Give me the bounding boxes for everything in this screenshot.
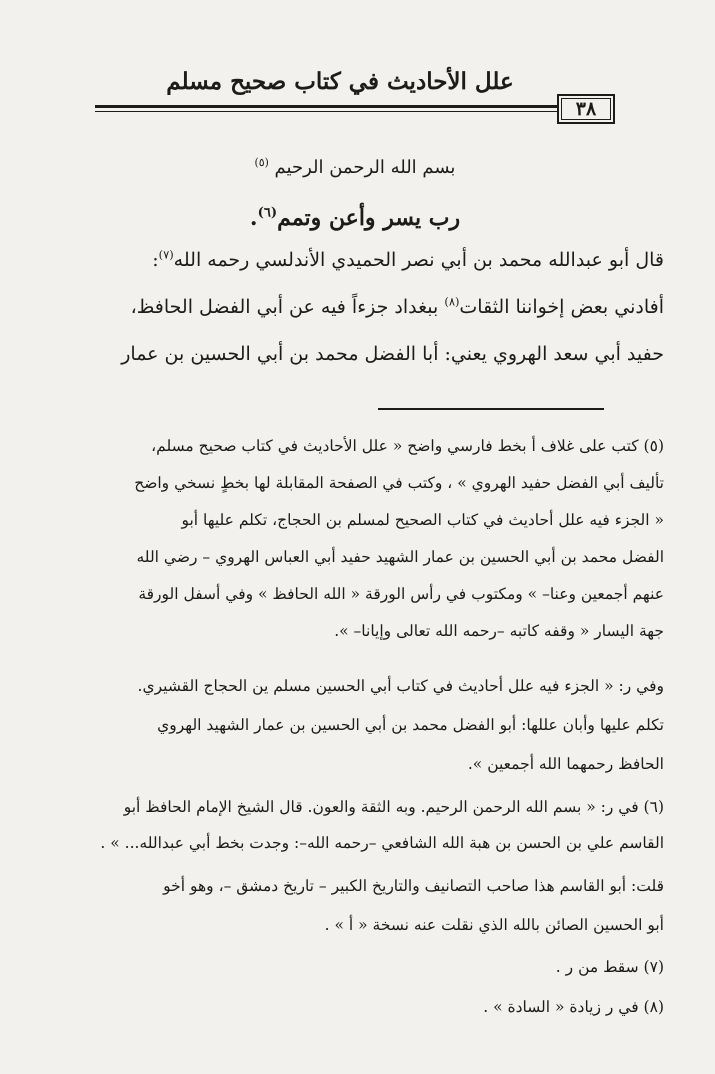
dua-period: . [249, 205, 258, 231]
footnote-line: الفضل محمد بن أبي الحسين بن عمار الشهيد حفيد أبي العباس الهروي – رضي الله [136, 548, 664, 566]
footnote-line: القاسم علي بن الحسن بن هبة الله الشافعي –رحمه الله–: وجدت بخط أبي عبدالله... » . [100, 834, 664, 852]
body-text: حفيد أبي سعد الهروي يعني: أبا الفضل محمد بن أبي الحسين بن عمار [121, 343, 664, 365]
footnote-line: أبو الحسين الصائن بالله الذي نقلت عنه نسخة « أ » . [324, 916, 664, 934]
body-text: ببغداد جزءاً فيه عن أبي الفضل الحافظ، [130, 296, 445, 318]
dua-text: رب يسر وأعن وتمم [277, 205, 461, 231]
footnote-line: عنهم أجمعين وعنا– » ومكتوب في رأس الورقة « الله الحافظ » وفي أسفل الورقة [138, 585, 664, 603]
footnote-line: وفي ر: « الجزء فيه علل أحاديث في كتاب أبي الحسين مسلم ين الحجاج القشيري. [137, 677, 664, 695]
header-rule [95, 105, 557, 112]
footnote-line: (٧) سقط من ر . [555, 958, 664, 976]
body-line-1 [36, 243, 664, 277]
body-text: أفادني بعض إخواننا الثقات [459, 296, 664, 318]
footnote-line: الحافظ رحمهما الله أجمعين ». [467, 755, 664, 773]
bismillah-text: بسم الله الرحمن الرحيم [274, 157, 456, 178]
bismillah [150, 150, 560, 186]
footnote-line: تأليف أبي الفضل حفيد الهروي » ، وكتب في الصفحة المقابلة لها بخطٍ نسخي واضح [134, 474, 664, 492]
page-number-box [557, 94, 615, 124]
footnote-line: (٦) في ر: « بسم الله الرحمن الرحيم. وبه الثقة والعون. قال الشيخ الإمام الحافظ أبو [123, 798, 664, 816]
page-number: ٣٨ [561, 98, 611, 120]
footnote-line: (٨) في ر زيادة « السادة » . [483, 998, 664, 1016]
footnote-line: قلت: أبو القاسم هذا صاحب التصانيف والتاريخ الكبير – تاريخ دمشق –، وهو أخو [163, 877, 664, 895]
footnote-ref-7: (٧) [158, 247, 174, 262]
body-line-3 [36, 337, 664, 371]
footnote-separator [378, 408, 604, 410]
body-text: قال أبو عبدالله محمد بن أبي نصر الحميدي الأندلسي رحمه الله [173, 249, 664, 271]
body-text: : [152, 249, 159, 271]
footnote-line: تكلم عليها وأبان عللها: أبو الفضل محمد بن أبي الحسين بن عمار الشهيد الهروي [157, 716, 664, 734]
footnote-ref-5: (٥) [254, 156, 269, 169]
footnote-line: « الجزء فيه علل أحاديث في كتاب الصحيح لمسلم بن الحجاج، تكلم عليها أبو [181, 511, 664, 529]
dua-heading [150, 198, 560, 238]
body-line-2 [36, 290, 664, 324]
running-title: علل الأحاديث في كتاب صحيح مسلم [166, 68, 514, 95]
footnote-line: جهة اليسار « وقفه كاتبه –رحمه الله تعالى وإيانا– ». [334, 622, 664, 640]
footnote-line: (٥) كتب على غلاف أ بخط فارسي واضح « علل الأحاديث في كتاب صحيح مسلم، [151, 437, 664, 455]
footnote-ref-6: (٦) [257, 205, 278, 221]
footnote-ref-8: (٨) [444, 294, 460, 309]
